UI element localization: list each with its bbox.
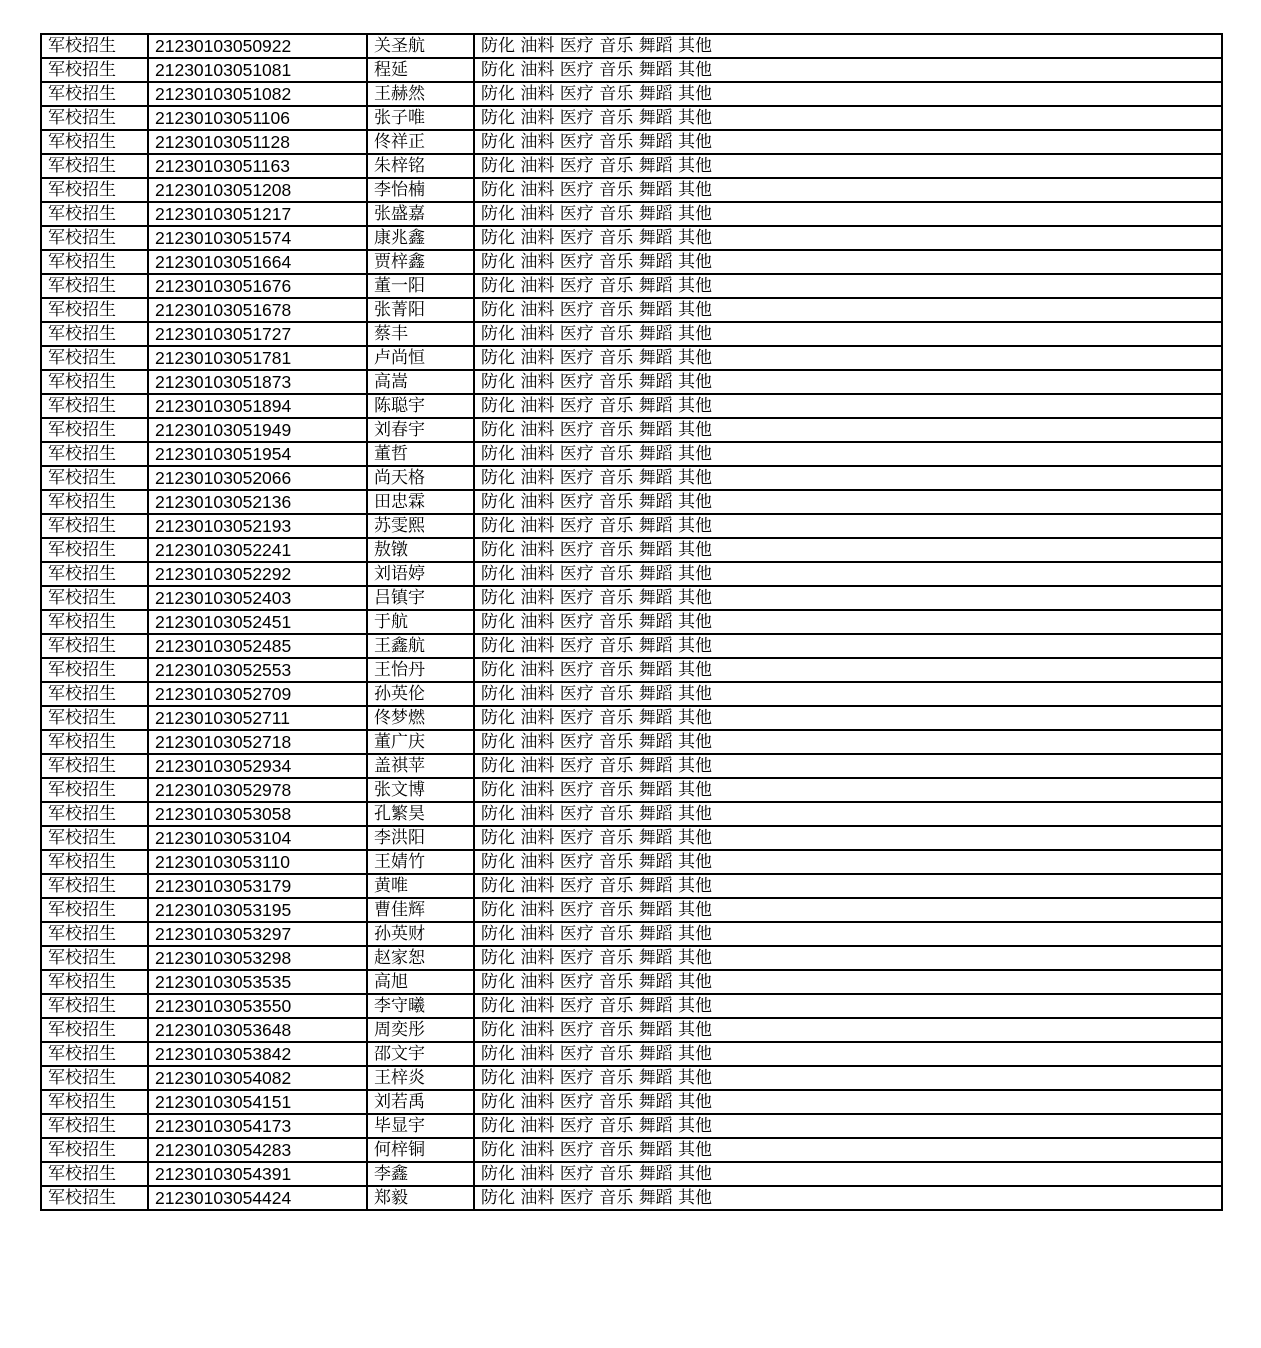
options-cell: 防化 油料 医疗 音乐 舞蹈 其他: [474, 394, 1222, 418]
category-cell: 军校招生: [41, 1114, 148, 1138]
exam-id-cell: 21230103052066: [148, 466, 367, 490]
category-cell: 军校招生: [41, 610, 148, 634]
options-cell: 防化 油料 医疗 音乐 舞蹈 其他: [474, 490, 1222, 514]
table-row: [41, 466, 1222, 490]
category-cell: 军校招生: [41, 442, 148, 466]
options-cell: 防化 油料 医疗 音乐 舞蹈 其他: [474, 466, 1222, 490]
exam-id-cell: 21230103053535: [148, 970, 367, 994]
options-cell: 防化 油料 医疗 音乐 舞蹈 其他: [474, 634, 1222, 658]
category-cell: 军校招生: [41, 730, 148, 754]
options-cell: 防化 油料 医疗 音乐 舞蹈 其他: [474, 322, 1222, 346]
options-cell: 防化 油料 医疗 音乐 舞蹈 其他: [474, 298, 1222, 322]
name-cell: 于航: [367, 610, 474, 634]
exam-id-cell: 21230103052718: [148, 730, 367, 754]
options-cell: 防化 油料 医疗 音乐 舞蹈 其他: [474, 202, 1222, 226]
options-cell: 防化 油料 医疗 音乐 舞蹈 其他: [474, 1162, 1222, 1186]
exam-id-cell: 21230103051873: [148, 370, 367, 394]
name-cell: 董一阳: [367, 274, 474, 298]
category-cell: 军校招生: [41, 682, 148, 706]
name-cell: 苏雯熙: [367, 514, 474, 538]
exam-id-cell: 21230103052711: [148, 706, 367, 730]
exam-id-cell: 21230103054283: [148, 1138, 367, 1162]
category-cell: 军校招生: [41, 1090, 148, 1114]
table-row: [41, 1042, 1222, 1066]
name-cell: 张盛嘉: [367, 202, 474, 226]
category-cell: 军校招生: [41, 274, 148, 298]
name-cell: 李洪阳: [367, 826, 474, 850]
table-row: [41, 850, 1222, 874]
options-cell: 防化 油料 医疗 音乐 舞蹈 其他: [474, 58, 1222, 82]
table-row: [41, 1066, 1222, 1090]
name-cell: 吕镇宇: [367, 586, 474, 610]
table-row: [41, 826, 1222, 850]
exam-id-cell: 21230103051163: [148, 154, 367, 178]
options-cell: 防化 油料 医疗 音乐 舞蹈 其他: [474, 706, 1222, 730]
name-cell: 佟祥正: [367, 130, 474, 154]
table-row: [41, 634, 1222, 658]
name-cell: 蔡丰: [367, 322, 474, 346]
options-cell: 防化 油料 医疗 音乐 舞蹈 其他: [474, 562, 1222, 586]
name-cell: 高旭: [367, 970, 474, 994]
name-cell: 王怡丹: [367, 658, 474, 682]
category-cell: 军校招生: [41, 1186, 148, 1210]
options-cell: 防化 油料 医疗 音乐 舞蹈 其他: [474, 826, 1222, 850]
name-cell: 王婧竹: [367, 850, 474, 874]
category-cell: 军校招生: [41, 466, 148, 490]
exam-id-cell: 21230103053842: [148, 1042, 367, 1066]
options-cell: 防化 油料 医疗 音乐 舞蹈 其他: [474, 802, 1222, 826]
category-cell: 军校招生: [41, 754, 148, 778]
exam-id-cell: 21230103052485: [148, 634, 367, 658]
exam-id-cell: 21230103054151: [148, 1090, 367, 1114]
category-cell: 军校招生: [41, 82, 148, 106]
category-cell: 军校招生: [41, 130, 148, 154]
options-cell: 防化 油料 医疗 音乐 舞蹈 其他: [474, 874, 1222, 898]
exam-id-cell: 21230103052553: [148, 658, 367, 682]
exam-id-cell: 21230103052709: [148, 682, 367, 706]
name-cell: 张文博: [367, 778, 474, 802]
table-row: [41, 562, 1222, 586]
category-cell: 军校招生: [41, 1066, 148, 1090]
name-cell: 周奕彤: [367, 1018, 474, 1042]
options-cell: 防化 油料 医疗 音乐 舞蹈 其他: [474, 754, 1222, 778]
category-cell: 军校招生: [41, 562, 148, 586]
exam-id-cell: 21230103053550: [148, 994, 367, 1018]
table-row: [41, 706, 1222, 730]
table-row: [41, 778, 1222, 802]
table-row: [41, 418, 1222, 442]
category-cell: 军校招生: [41, 898, 148, 922]
options-cell: 防化 油料 医疗 音乐 舞蹈 其他: [474, 226, 1222, 250]
options-cell: 防化 油料 医疗 音乐 舞蹈 其他: [474, 1090, 1222, 1114]
category-cell: 军校招生: [41, 226, 148, 250]
table-row: [41, 1138, 1222, 1162]
exam-id-cell: 21230103053297: [148, 922, 367, 946]
table-row: [41, 442, 1222, 466]
exam-id-cell: 21230103053648: [148, 1018, 367, 1042]
exam-id-cell: 21230103052934: [148, 754, 367, 778]
options-cell: 防化 油料 医疗 音乐 舞蹈 其他: [474, 850, 1222, 874]
options-cell: 防化 油料 医疗 音乐 舞蹈 其他: [474, 1138, 1222, 1162]
name-cell: 刘语婷: [367, 562, 474, 586]
table-row: [41, 370, 1222, 394]
options-cell: 防化 油料 医疗 音乐 舞蹈 其他: [474, 610, 1222, 634]
category-cell: 军校招生: [41, 850, 148, 874]
table-row: [41, 154, 1222, 178]
name-cell: 张子唯: [367, 106, 474, 130]
options-cell: 防化 油料 医疗 音乐 舞蹈 其他: [474, 418, 1222, 442]
name-cell: 田忠霖: [367, 490, 474, 514]
name-cell: 关圣航: [367, 34, 474, 58]
name-cell: 孔繁昊: [367, 802, 474, 826]
table-row: [41, 946, 1222, 970]
name-cell: 康兆鑫: [367, 226, 474, 250]
options-cell: 防化 油料 医疗 音乐 舞蹈 其他: [474, 922, 1222, 946]
name-cell: 毕显宇: [367, 1114, 474, 1138]
exam-id-cell: 21230103051676: [148, 274, 367, 298]
name-cell: 董哲: [367, 442, 474, 466]
table-row: [41, 610, 1222, 634]
options-cell: 防化 油料 医疗 音乐 舞蹈 其他: [474, 946, 1222, 970]
exam-id-cell: 21230103053195: [148, 898, 367, 922]
candidate-table: [40, 33, 1223, 1211]
category-cell: 军校招生: [41, 418, 148, 442]
exam-id-cell: 21230103051574: [148, 226, 367, 250]
table-row: [41, 994, 1222, 1018]
category-cell: 军校招生: [41, 1138, 148, 1162]
category-cell: 军校招生: [41, 202, 148, 226]
exam-id-cell: 21230103051781: [148, 346, 367, 370]
table-row: [41, 754, 1222, 778]
options-cell: 防化 油料 医疗 音乐 舞蹈 其他: [474, 250, 1222, 274]
options-cell: 防化 油料 医疗 音乐 舞蹈 其他: [474, 274, 1222, 298]
options-cell: 防化 油料 医疗 音乐 舞蹈 其他: [474, 442, 1222, 466]
candidate-table-body: [41, 34, 1222, 1210]
exam-id-cell: 21230103051894: [148, 394, 367, 418]
name-cell: 佟梦燃: [367, 706, 474, 730]
table-row: [41, 322, 1222, 346]
exam-id-cell: 21230103051949: [148, 418, 367, 442]
table-row: [41, 58, 1222, 82]
category-cell: 军校招生: [41, 1042, 148, 1066]
name-cell: 程延: [367, 58, 474, 82]
name-cell: 孙英财: [367, 922, 474, 946]
options-cell: 防化 油料 医疗 音乐 舞蹈 其他: [474, 778, 1222, 802]
category-cell: 军校招生: [41, 490, 148, 514]
exam-id-cell: 21230103052193: [148, 514, 367, 538]
table-row: [41, 970, 1222, 994]
table-row: [41, 538, 1222, 562]
table-row: [41, 202, 1222, 226]
exam-id-cell: 21230103052403: [148, 586, 367, 610]
category-cell: 军校招生: [41, 250, 148, 274]
table-row: [41, 730, 1222, 754]
name-cell: 孙英伦: [367, 682, 474, 706]
options-cell: 防化 油料 医疗 音乐 舞蹈 其他: [474, 346, 1222, 370]
exam-id-cell: 21230103051678: [148, 298, 367, 322]
options-cell: 防化 油料 医疗 音乐 舞蹈 其他: [474, 970, 1222, 994]
options-cell: 防化 油料 医疗 音乐 舞蹈 其他: [474, 1186, 1222, 1210]
table-row: [41, 1186, 1222, 1210]
options-cell: 防化 油料 医疗 音乐 舞蹈 其他: [474, 178, 1222, 202]
category-cell: 军校招生: [41, 1018, 148, 1042]
options-cell: 防化 油料 医疗 音乐 舞蹈 其他: [474, 658, 1222, 682]
table-row: [41, 490, 1222, 514]
table-row: [41, 1018, 1222, 1042]
options-cell: 防化 油料 医疗 音乐 舞蹈 其他: [474, 106, 1222, 130]
category-cell: 军校招生: [41, 658, 148, 682]
exam-id-cell: 21230103053298: [148, 946, 367, 970]
category-cell: 军校招生: [41, 970, 148, 994]
table-row: [41, 82, 1222, 106]
options-cell: 防化 油料 医疗 音乐 舞蹈 其他: [474, 82, 1222, 106]
category-cell: 军校招生: [41, 346, 148, 370]
name-cell: 王赫然: [367, 82, 474, 106]
exam-id-cell: 21230103054082: [148, 1066, 367, 1090]
exam-id-cell: 21230103051217: [148, 202, 367, 226]
name-cell: 尚天格: [367, 466, 474, 490]
options-cell: 防化 油料 医疗 音乐 舞蹈 其他: [474, 1114, 1222, 1138]
name-cell: 贾梓鑫: [367, 250, 474, 274]
table-row: [41, 394, 1222, 418]
name-cell: 卢尚恒: [367, 346, 474, 370]
category-cell: 军校招生: [41, 106, 148, 130]
exam-id-cell: 21230103052136: [148, 490, 367, 514]
table-row: [41, 682, 1222, 706]
exam-id-cell: 21230103051208: [148, 178, 367, 202]
exam-id-cell: 21230103051106: [148, 106, 367, 130]
options-cell: 防化 油料 医疗 音乐 舞蹈 其他: [474, 682, 1222, 706]
table-row: [41, 346, 1222, 370]
name-cell: 高嵩: [367, 370, 474, 394]
options-cell: 防化 油料 医疗 音乐 舞蹈 其他: [474, 586, 1222, 610]
category-cell: 军校招生: [41, 34, 148, 58]
table-row: [41, 802, 1222, 826]
name-cell: 赵家恕: [367, 946, 474, 970]
category-cell: 军校招生: [41, 154, 148, 178]
exam-id-cell: 21230103050922: [148, 34, 367, 58]
table-row: [41, 250, 1222, 274]
exam-id-cell: 21230103054391: [148, 1162, 367, 1186]
name-cell: 敖镦: [367, 538, 474, 562]
exam-id-cell: 21230103053110: [148, 850, 367, 874]
exam-id-cell: 21230103054424: [148, 1186, 367, 1210]
name-cell: 盖祺苹: [367, 754, 474, 778]
exam-id-cell: 21230103051664: [148, 250, 367, 274]
name-cell: 董广庆: [367, 730, 474, 754]
name-cell: 张菁阳: [367, 298, 474, 322]
table-row: [41, 130, 1222, 154]
name-cell: 王鑫航: [367, 634, 474, 658]
exam-id-cell: 21230103051727: [148, 322, 367, 346]
category-cell: 军校招生: [41, 298, 148, 322]
table-row: [41, 898, 1222, 922]
options-cell: 防化 油料 医疗 音乐 舞蹈 其他: [474, 370, 1222, 394]
options-cell: 防化 油料 医疗 音乐 舞蹈 其他: [474, 1066, 1222, 1090]
name-cell: 黄唯: [367, 874, 474, 898]
category-cell: 军校招生: [41, 1162, 148, 1186]
exam-id-cell: 21230103051082: [148, 82, 367, 106]
table-row: [41, 658, 1222, 682]
category-cell: 军校招生: [41, 178, 148, 202]
options-cell: 防化 油料 医疗 音乐 舞蹈 其他: [474, 514, 1222, 538]
table-row: [41, 298, 1222, 322]
name-cell: 郑毅: [367, 1186, 474, 1210]
category-cell: 军校招生: [41, 826, 148, 850]
name-cell: 李鑫: [367, 1162, 474, 1186]
name-cell: 朱梓铭: [367, 154, 474, 178]
name-cell: 王梓炎: [367, 1066, 474, 1090]
category-cell: 军校招生: [41, 802, 148, 826]
options-cell: 防化 油料 医疗 音乐 舞蹈 其他: [474, 994, 1222, 1018]
table-row: [41, 1162, 1222, 1186]
exam-id-cell: 21230103054173: [148, 1114, 367, 1138]
category-cell: 军校招生: [41, 994, 148, 1018]
table-row: [41, 34, 1222, 58]
exam-id-cell: 21230103051081: [148, 58, 367, 82]
category-cell: 军校招生: [41, 322, 148, 346]
exam-id-cell: 21230103052978: [148, 778, 367, 802]
name-cell: 曹佳辉: [367, 898, 474, 922]
category-cell: 军校招生: [41, 538, 148, 562]
exam-id-cell: 21230103052292: [148, 562, 367, 586]
exam-id-cell: 21230103052451: [148, 610, 367, 634]
category-cell: 军校招生: [41, 946, 148, 970]
exam-id-cell: 21230103051128: [148, 130, 367, 154]
name-cell: 刘春宇: [367, 418, 474, 442]
options-cell: 防化 油料 医疗 音乐 舞蹈 其他: [474, 538, 1222, 562]
table-row: [41, 106, 1222, 130]
category-cell: 军校招生: [41, 634, 148, 658]
name-cell: 李守曦: [367, 994, 474, 1018]
category-cell: 军校招生: [41, 514, 148, 538]
category-cell: 军校招生: [41, 394, 148, 418]
name-cell: 何梓铜: [367, 1138, 474, 1162]
category-cell: 军校招生: [41, 922, 148, 946]
category-cell: 军校招生: [41, 706, 148, 730]
options-cell: 防化 油料 医疗 音乐 舞蹈 其他: [474, 34, 1222, 58]
options-cell: 防化 油料 医疗 音乐 舞蹈 其他: [474, 130, 1222, 154]
exam-id-cell: 21230103051954: [148, 442, 367, 466]
table-row: [41, 586, 1222, 610]
table-row: [41, 274, 1222, 298]
table-row: [41, 226, 1222, 250]
category-cell: 军校招生: [41, 58, 148, 82]
category-cell: 军校招生: [41, 370, 148, 394]
table-row: [41, 178, 1222, 202]
name-cell: 李怡楠: [367, 178, 474, 202]
category-cell: 军校招生: [41, 874, 148, 898]
options-cell: 防化 油料 医疗 音乐 舞蹈 其他: [474, 1018, 1222, 1042]
exam-id-cell: 21230103053104: [148, 826, 367, 850]
table-row: [41, 922, 1222, 946]
options-cell: 防化 油料 医疗 音乐 舞蹈 其他: [474, 1042, 1222, 1066]
options-cell: 防化 油料 医疗 音乐 舞蹈 其他: [474, 154, 1222, 178]
options-cell: 防化 油料 医疗 音乐 舞蹈 其他: [474, 898, 1222, 922]
exam-id-cell: 21230103052241: [148, 538, 367, 562]
options-cell: 防化 油料 医疗 音乐 舞蹈 其他: [474, 730, 1222, 754]
category-cell: 军校招生: [41, 586, 148, 610]
table-row: [41, 874, 1222, 898]
name-cell: 刘若禹: [367, 1090, 474, 1114]
exam-id-cell: 21230103053058: [148, 802, 367, 826]
category-cell: 军校招生: [41, 778, 148, 802]
table-row: [41, 1090, 1222, 1114]
table-row: [41, 514, 1222, 538]
name-cell: 陈聪宇: [367, 394, 474, 418]
name-cell: 邵文宇: [367, 1042, 474, 1066]
table-row: [41, 1114, 1222, 1138]
exam-id-cell: 21230103053179: [148, 874, 367, 898]
